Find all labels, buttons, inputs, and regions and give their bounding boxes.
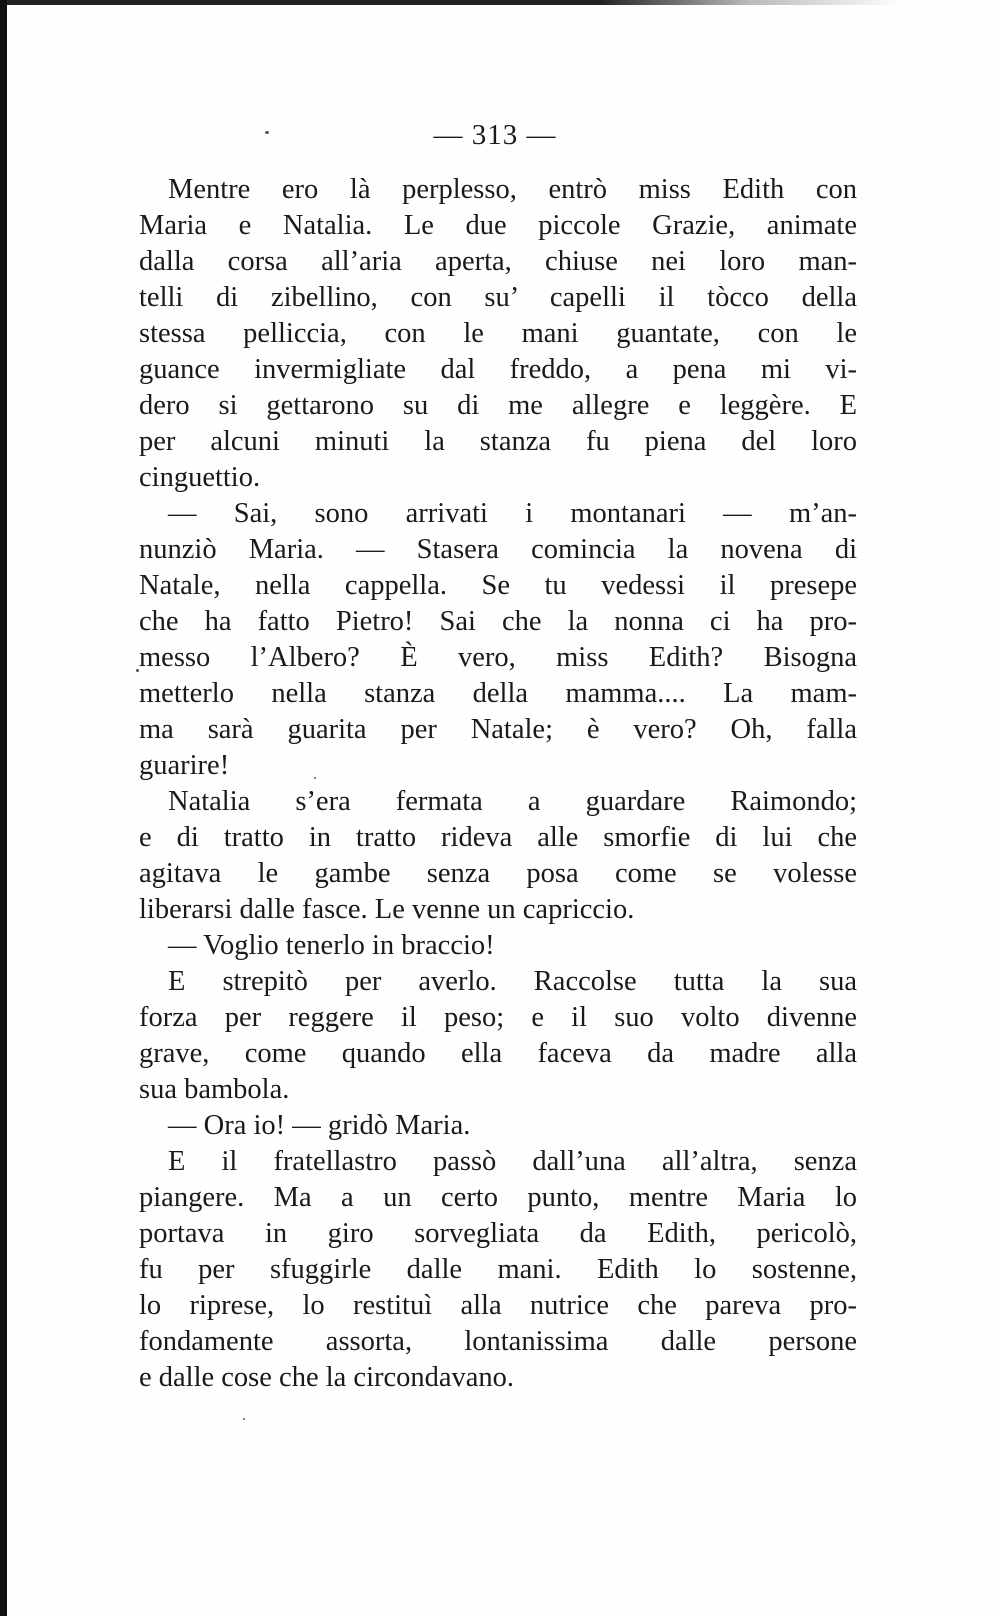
- text-line: messo l’Albero? È vero, miss Edith? Bisogna: [139, 642, 857, 673]
- text-line: E il fratellastro passò dall’una all’altra, senza: [168, 1146, 857, 1177]
- page-number: — 313 —: [433, 119, 557, 151]
- text-line: Mentre ero là perplesso, entrò miss Edith con: [168, 174, 857, 205]
- text-line: Natale, nella cappella. Se tu vedessi il presepe: [139, 570, 857, 601]
- text-line: e dalle cose che la circondavano.: [139, 1362, 515, 1393]
- text-line: cinguettio.: [139, 462, 261, 493]
- text-line: E strepitò per averlo. Raccolse tutta la sua: [168, 966, 857, 997]
- text-line: liberarsi dalle fasce. Le venne un capriccio.: [139, 894, 635, 925]
- print-speck: [243, 1418, 245, 1420]
- page-binding-edge: [0, 0, 7, 1616]
- text-line: fu per sfuggirle dalle mani. Edith lo sostenne,: [139, 1254, 857, 1285]
- text-line: sua bambola.: [139, 1074, 290, 1105]
- text-line: dero si gettarono su di me allegre e leggère. E: [139, 390, 857, 421]
- text-line: Natalia s’era fermata a guardare Raimondo;: [168, 786, 857, 817]
- text-line: telli di zibellino, con su’ capelli il tòcco della: [139, 282, 857, 313]
- text-line: per alcuni minuti la stanza fu piena del loro: [139, 426, 857, 457]
- text-line: metterlo nella stanza della mamma.... La mam-: [139, 678, 857, 709]
- text-line: portava in giro sorvegliata da Edith, pericolò,: [139, 1218, 857, 1249]
- text-line: ma sarà guarita per Natale; è vero? Oh, falla: [139, 714, 857, 745]
- text-line: piangere. Ma a un certo punto, mentre Maria lo: [139, 1182, 857, 1213]
- text-line: stessa pelliccia, con le mani guantate, con le: [139, 318, 857, 349]
- text-line: dalla corsa all’aria aperta, chiuse nei loro man-: [139, 246, 857, 277]
- page-top-edge: [0, 0, 1000, 5]
- text-line: nunziò Maria. — Stasera comincia la novena di: [139, 534, 857, 565]
- text-line: guance invermigliate dal freddo, a pena mi vi-: [139, 354, 857, 385]
- text-line: lo riprese, lo restituì alla nutrice che pareva pro-: [139, 1290, 857, 1321]
- body-text: [139, 172, 857, 1396]
- text-line: — Ora io! — gridò Maria.: [168, 1110, 471, 1141]
- text-line: agitava le gambe senza posa come se volesse: [139, 858, 857, 889]
- text-line: — Sai, sono arrivati i montanari — m’an-: [168, 498, 857, 529]
- text-line: che ha fatto Pietro! Sai che la nonna ci ha pro-: [139, 606, 857, 637]
- text-line: — Voglio tenerlo in braccio!: [168, 930, 495, 961]
- text-line: forza per reggere il peso; e il suo volto divenne: [139, 1002, 857, 1033]
- text-line: guarire!: [139, 750, 230, 781]
- text-line: fondamente assorta, lontanissima dalle persone: [139, 1326, 857, 1357]
- text-line: Maria e Natalia. Le due piccole Grazie, animate: [139, 210, 857, 241]
- text-line: e di tratto in tratto rideva alle smorfie di lui che: [139, 822, 857, 853]
- text-line: grave, come quando ella faceva da madre alla: [139, 1038, 857, 1069]
